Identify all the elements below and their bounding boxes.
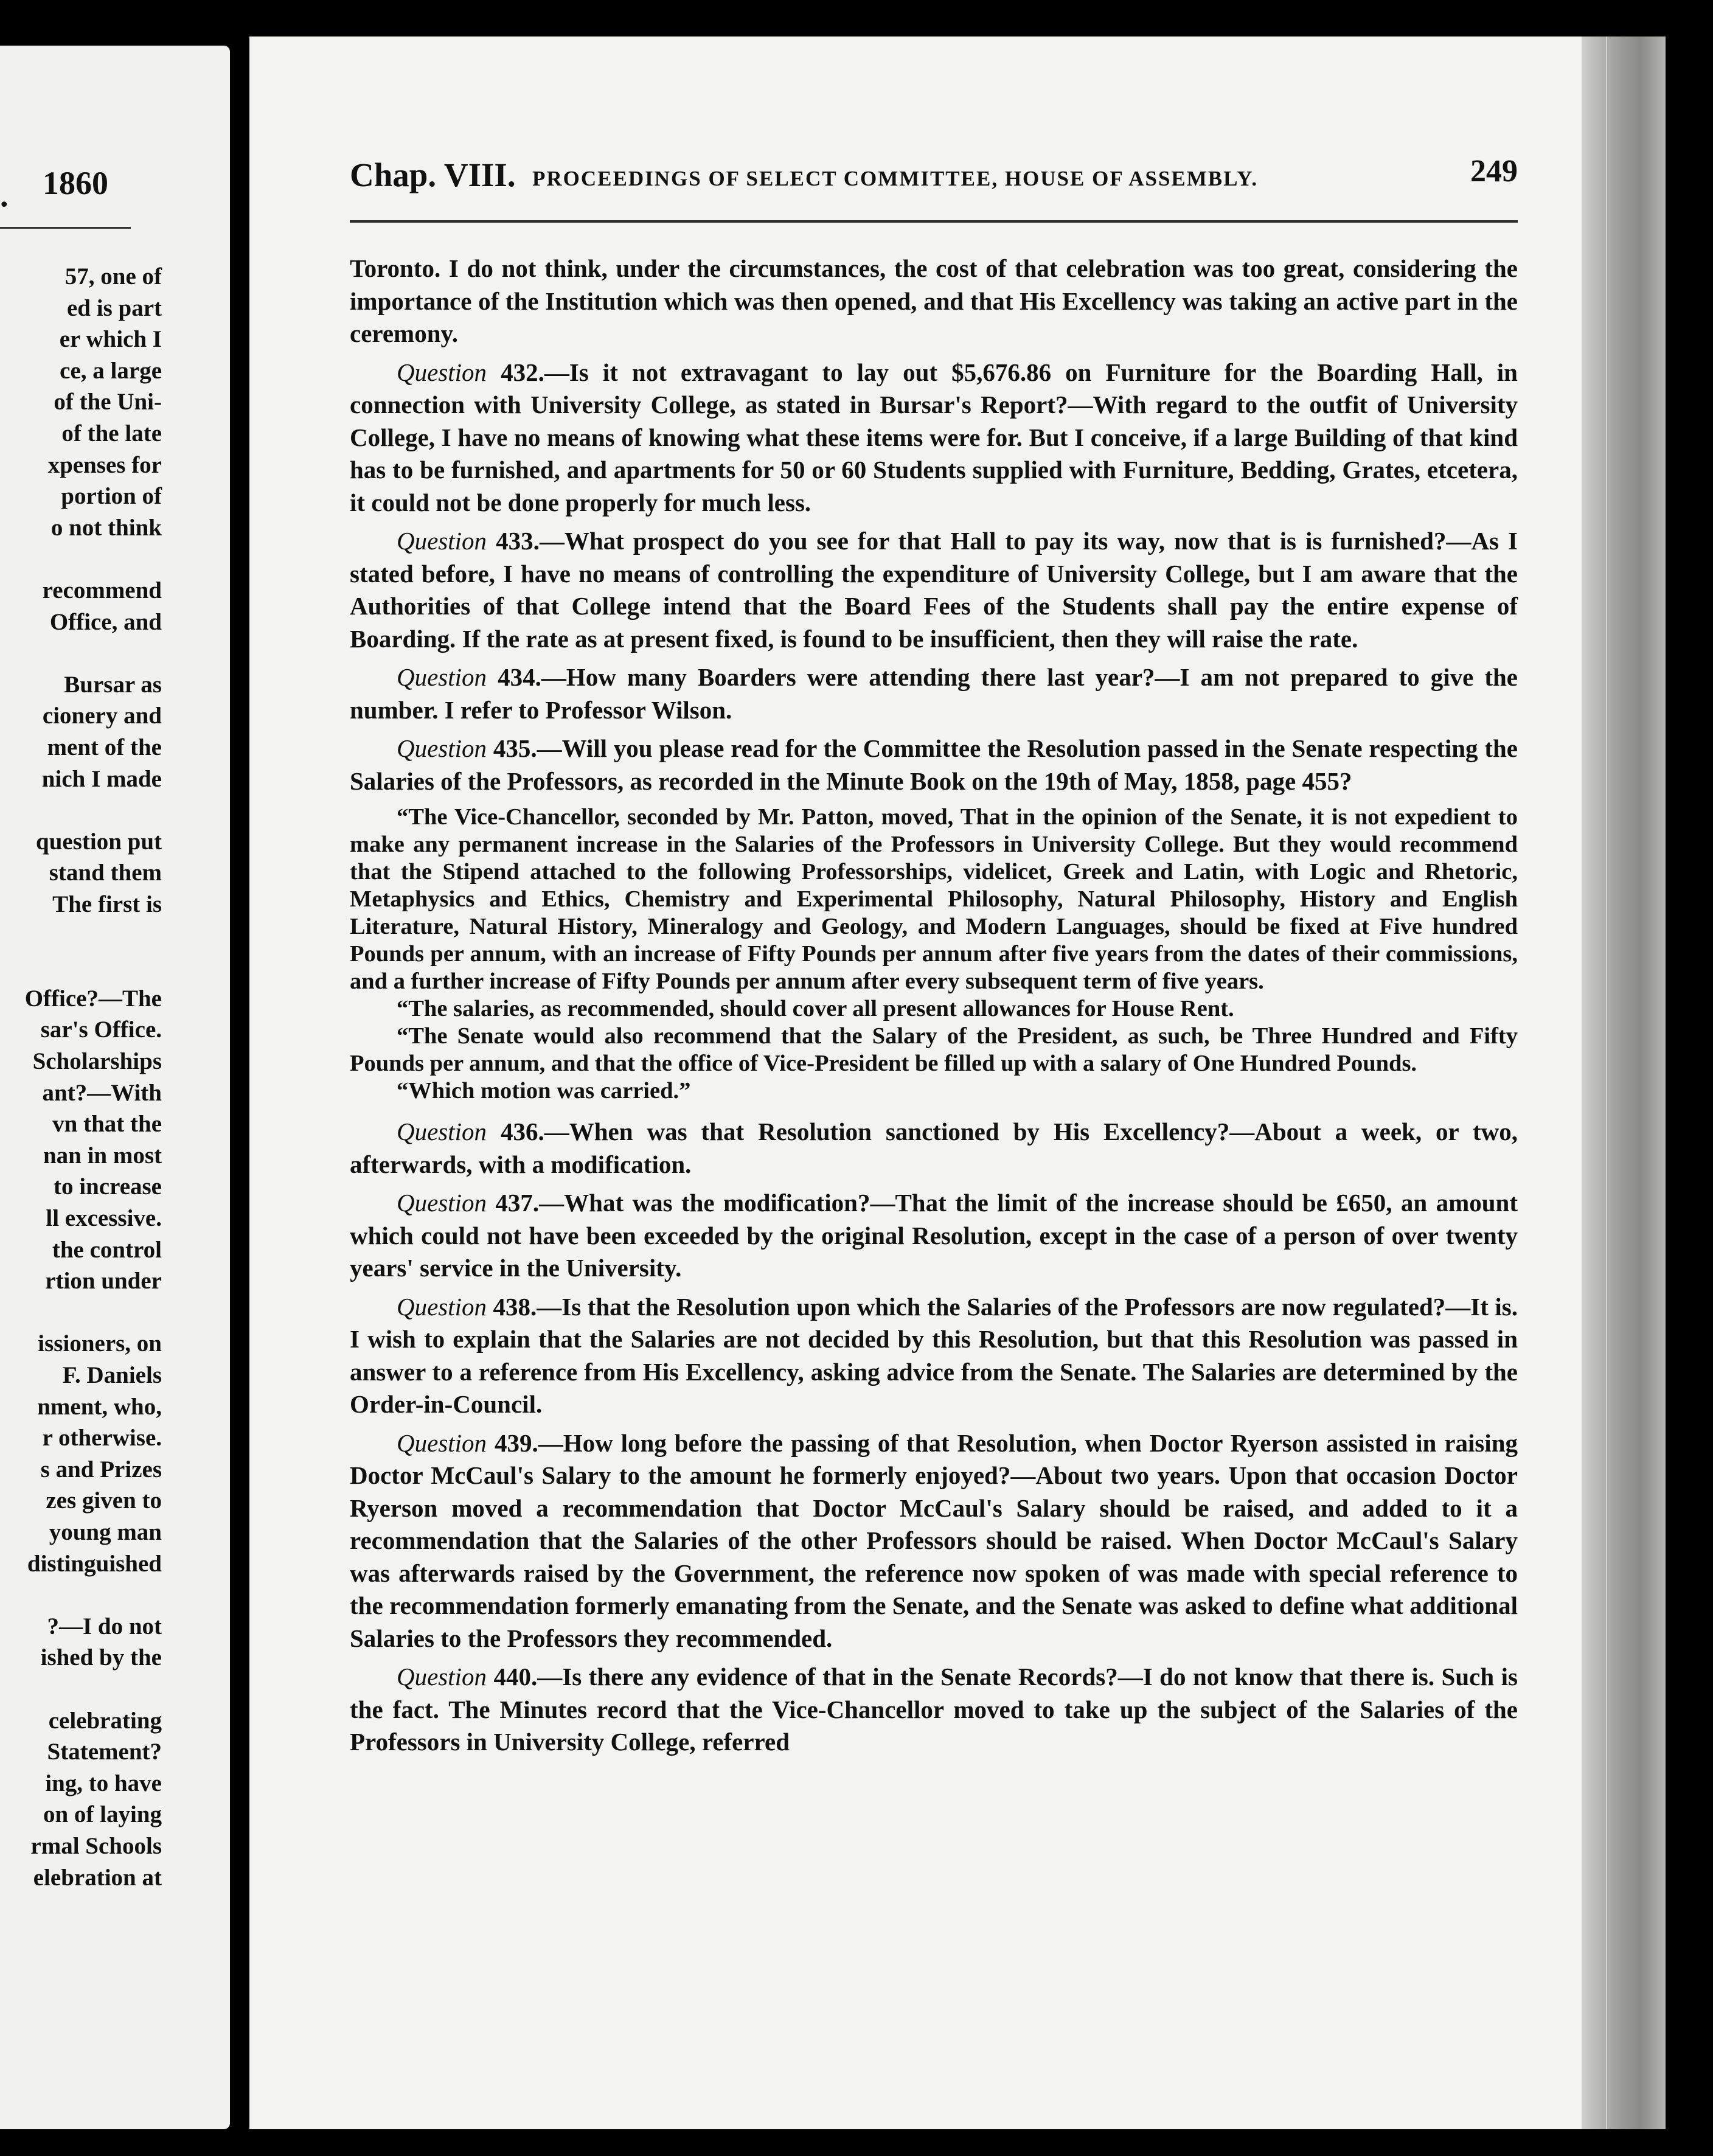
left-header-rule	[0, 227, 131, 229]
left-page-line: er which I	[59, 326, 162, 353]
left-page-line: The first is	[52, 891, 162, 917]
question-434	[350, 661, 1518, 726]
question-label: Question	[397, 1118, 487, 1146]
question-label: Question	[397, 358, 487, 386]
left-page-line: of the Uni-	[54, 389, 162, 416]
left-page-line: Statement?	[47, 1739, 162, 1765]
question-text: 434.—How many Boarders were attending there last year?—I am not prepared to give the number. I refer to Professor Wilson.	[350, 663, 1518, 724]
left-page-line: recommend	[42, 577, 162, 603]
left-page-line: xpenses for	[47, 451, 162, 478]
left-page-line: ?—I do not	[47, 1613, 162, 1640]
left-page-line: distinguished	[27, 1550, 162, 1577]
left-page-line: young man	[49, 1519, 162, 1545]
page-edge	[1582, 37, 1666, 2129]
left-page-line: rmal Schools	[30, 1833, 162, 1859]
question-text: 436.—When was that Resolution sanctioned by His Excellency?—About a week, or two, afterwards, with a modification.	[350, 1118, 1518, 1178]
left-page	[0, 46, 230, 2129]
left-page-line: Office, and	[49, 608, 162, 635]
question-label: Question	[397, 734, 487, 762]
question-436	[350, 1116, 1518, 1181]
question-text: 433.—What prospect do you see for that Hall to pay its way, now that is is furnished?—As I stated before, I have no means of controlling the expenditure of University College, but I am aware that the Authorities of that College intend that the Board Fees of the Students shall pay the entire expense of Boarding. If the rate as at present fixed, is found to be insufficient, then they will raise the rate.	[350, 527, 1518, 653]
left-page-line: portion of	[61, 483, 162, 510]
page-number: 249	[1470, 154, 1518, 189]
question-label: Question	[397, 527, 487, 555]
left-page-line: issioners, on	[38, 1330, 162, 1357]
question-text: 440.—Is there any evidence of that in the Senate Records?—I do not know that there is. Such is the fact. The Minutes record that the Vice-Chancellor moved to take up the subject of the Salaries of the Professors in University College, referred	[350, 1663, 1518, 1756]
question-432	[350, 356, 1518, 520]
left-page-line: F. Daniels	[62, 1362, 162, 1388]
left-page-line: ment of the	[47, 734, 162, 760]
question-label: Question	[397, 1428, 487, 1457]
left-page-line: Office?—The	[24, 985, 162, 1012]
left-header-year: 1860	[43, 165, 108, 201]
running-title: PROCEEDINGS OF SELECT COMMITTEE, HOUSE OF ASSEMBLY.	[532, 167, 1259, 190]
left-page-line: on of laying	[43, 1801, 162, 1828]
left-page-line: 57, one of	[64, 263, 162, 290]
left-page-line: nich I made	[41, 765, 162, 792]
left-page-line: cionery and	[42, 703, 162, 729]
left-page-line: question put	[36, 828, 162, 855]
left-page-line: ll excessive.	[46, 1205, 162, 1231]
quote-paragraph: “Which motion was carried.”	[397, 1078, 691, 1104]
left-page-line: stand them	[49, 860, 162, 886]
left-page-line: the control	[52, 1236, 162, 1263]
question-label: Question	[397, 1292, 487, 1321]
question-437	[350, 1187, 1518, 1285]
left-header-dot: .	[0, 177, 9, 214]
question-435	[350, 732, 1518, 798]
question-439	[350, 1427, 1518, 1655]
left-page-line: ished by the	[40, 1644, 162, 1671]
left-page-header	[0, 164, 131, 213]
left-page-line: Scholarships	[32, 1048, 162, 1074]
question-text: 439.—How long before the passing of that Resolution, when Doctor Ryerson assisted in raising Doctor McCaul's Salary to the amount he formerly enjoyed?—About two years. Upon that occasion Doctor Ryerson moved a recommendation that Doctor McCaul's Salary should be raised, and added to it a recommendation that the Salaries of the other Professors should be raised. When Doctor McCaul's Salary was afterwards raised by the Government, the reference now spoken of was made with special reference to the recommendation formerly emanating from the Senate, and the Senate was asked to define what additional Salaries to the Professors they recommended.	[350, 1428, 1518, 1652]
question-438	[350, 1291, 1518, 1421]
left-page-line: s and Prizes	[40, 1456, 162, 1483]
question-label: Question	[397, 1663, 487, 1691]
quote-paragraph: “The Senate would also recommend that the Salary of the President, as such, be Three Hundred and Fifty Pounds per annum, and that the office of Vice-President be filled up with a salary of One Hundred Pounds.	[350, 1023, 1518, 1076]
question-440	[350, 1661, 1518, 1759]
question-text: 432.—Is it not extravagant to lay out $5,676.86 on Furniture for the Boarding Hall, in connection with University College, as stated in Bursar's Report?—With regard to the outfit of University College, I have no means of knowing what these items were for. But I conceive, if a large Building of that kind has to be furnished, and apartments for 50 or 60 Students supplied with Furniture, Bedding, Grates, etcetera, it could not be done properly for much less.	[350, 358, 1518, 516]
book-gutter	[230, 37, 249, 2129]
question-label: Question	[397, 663, 487, 691]
left-page-line: sar's Office.	[40, 1017, 162, 1043]
left-page-line: ing, to have	[45, 1770, 162, 1796]
left-page-line: vn that the	[52, 1111, 162, 1138]
quote-paragraph: “The Vice-Chancellor, seconded by Mr. Patton, moved, That in the opinion of the Senate, it is not expedient to make any permanent increase in the Salaries of the Professors in University College. But they would recommend that the Stipend attached to the following Professorships, videlicet, Greek and Latin, with Logic and Rhetoric, Metaphysics and Ethics, Chemistry and Experimental Philosophy, Natural Philosophy, History and English Literature, Natural History, Mineralogy and Geology, and Modern Languages, should be fixed at Five hundred Pounds per annum, with an increase of Fifty Pounds per annum after five years from the dates of their commissions, and a further increase of Fifty Pounds per annum after every subsequent term of five years.	[350, 804, 1518, 994]
left-page-line: o not think	[50, 514, 162, 541]
left-page-line: ce, a large	[60, 357, 162, 384]
resolution-quote	[350, 804, 1518, 1105]
left-page-line: to increase	[54, 1174, 162, 1200]
chapter-label: Chap. VIII.	[350, 156, 516, 193]
right-page	[249, 37, 1666, 2129]
running-header	[350, 153, 1518, 202]
question-text: 437.—What was the modification?—That the limit of the increase should be £650, an amount which could not have been exceeded by the original Resolution, except in the case of a person of over twenty years' service in the University.	[350, 1189, 1518, 1282]
left-page-line: celebrating	[48, 1707, 162, 1734]
header-rule	[350, 220, 1518, 223]
left-page-line: zes given to	[46, 1487, 162, 1514]
body-text	[350, 252, 1518, 1765]
left-page-line: nment, who,	[37, 1393, 162, 1420]
left-page-line: r otherwise.	[42, 1425, 162, 1452]
question-433	[350, 525, 1518, 655]
question-label: Question	[397, 1189, 487, 1217]
paragraph-continuation: Toronto. I do not think, under the circumstances, the cost of that celebration was too great, considering the importance of the Institution which was then opened, and that His Excellency was taking an active part in the ceremony.	[350, 254, 1518, 347]
left-page-line: Bursar as	[64, 671, 162, 698]
left-page-line: elebration at	[33, 1864, 162, 1891]
left-page-line: ant?—With	[42, 1079, 162, 1106]
quote-paragraph: “The salaries, as recommended, should cover all present allowances for House Rent.	[397, 996, 1234, 1021]
left-page-line: of the late	[61, 420, 162, 447]
left-page-line: nan in most	[43, 1142, 162, 1169]
left-page-line: ed is part	[67, 294, 162, 321]
question-text: 438.—Is that the Resolution upon which the Salaries of the Professors are now regulated?—It is. I wish to explain that the Salaries are not decided by this Resolution, but that this Resolution was passed in answer to a reference from His Excellency, asking advice from the Senate. The Salaries are determined by the Order-in-Council.	[350, 1292, 1518, 1418]
left-page-line: rtion under	[45, 1268, 162, 1295]
question-text: 435.—Will you please read for the Committee the Resolution passed in the Senate respecting the Salaries of the Professors, as recorded in the Minute Book on the 19th of May, 1858, page 455?	[350, 734, 1518, 795]
